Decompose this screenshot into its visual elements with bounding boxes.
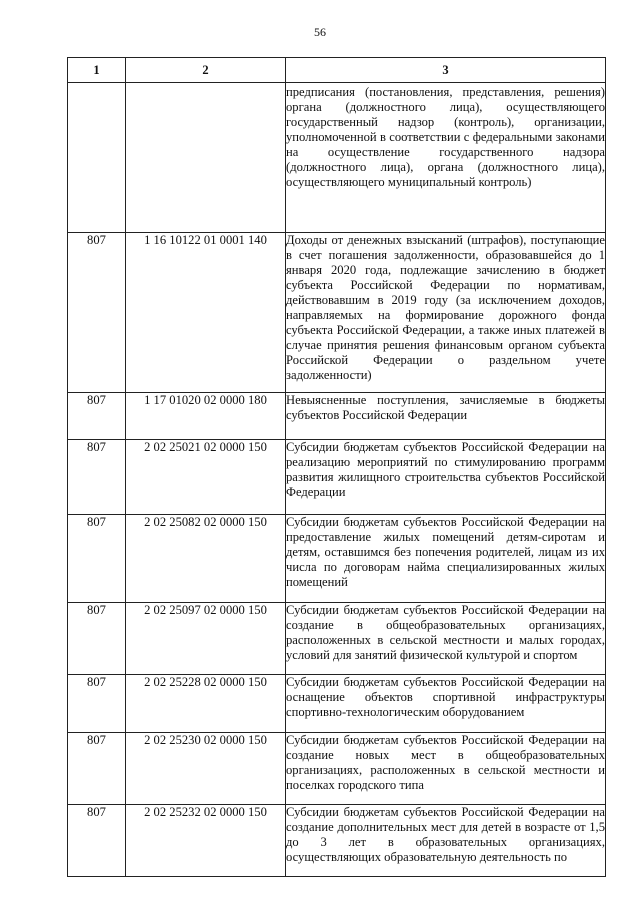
admin-code-cell: 807 xyxy=(68,515,126,603)
column-header-description: 3 xyxy=(286,58,606,83)
budget-code-cell: 2 02 25230 02 0000 150 xyxy=(126,733,286,805)
table-row xyxy=(68,393,606,440)
budget-code-cell: 2 02 25021 02 0000 150 xyxy=(126,440,286,515)
description-cell: Доходы от денежных взысканий (штрафов), поступающие в счет погашения задолженности, образовавшейся до 1 января 2020 года, подлежащие зачислению в бюджет субъекта Российской Федерации по нормативам, действовавшим в 2019 году (за исключением доходов, направляемых на формирование дорожного фонда субъекта Российской Федерации, а также иных платежей в случае принятия решения финансовым органом субъекта Российской Федерации о раздельном учете задолженности) xyxy=(286,233,606,393)
admin-code-cell: 807 xyxy=(68,603,126,675)
budget-code-cell: 1 17 01020 02 0000 180 xyxy=(126,393,286,440)
admin-code-cell: 807 xyxy=(68,393,126,440)
table-row xyxy=(68,675,606,733)
table-row xyxy=(68,233,606,393)
description-cell: Субсидии бюджетам субъектов Российской Федерации на оснащение объектов спортивной инфраструктуры спортивно-технологическим оборудованием xyxy=(286,675,606,733)
description-cell: Невыясненные поступления, зачисляемые в бюджеты субъектов Российской Федерации xyxy=(286,393,606,440)
admin-code-cell: 807 xyxy=(68,733,126,805)
budget-code-cell: 2 02 25082 02 0000 150 xyxy=(126,515,286,603)
page-number: 56 xyxy=(314,25,326,39)
table-row xyxy=(68,805,606,877)
budget-code-cell xyxy=(126,83,286,233)
admin-code-cell: 807 xyxy=(68,675,126,733)
admin-code-cell: 807 xyxy=(68,440,126,515)
column-header-code: 2 xyxy=(126,58,286,83)
admin-code-cell xyxy=(68,83,126,233)
description-cell: Субсидии бюджетам субъектов Российской Федерации на создание дополнительных мест для детей в возрасте от 1,5 до 3 лет в образовательных организациях, осуществляющих образовательную деятельность по xyxy=(286,805,606,877)
description-cell: Субсидии бюджетам субъектов Российской Федерации на предоставление жилых помещений детям-сиротам и детям, оставшимся без попечения родителей, лицам из их числа по договорам найма специализированных жилых помещений xyxy=(286,515,606,603)
budget-code-cell: 2 02 25228 02 0000 150 xyxy=(126,675,286,733)
budget-code-cell: 1 16 10122 01 0001 140 xyxy=(126,233,286,393)
table-row xyxy=(68,733,606,805)
table-row xyxy=(68,603,606,675)
description-cell: Субсидии бюджетам субъектов Российской Федерации на создание в общеобразовательных организациях, расположенных в сельской местности и малых городах, условий для занятий физической культурой и спортом xyxy=(286,603,606,675)
column-header-admin: 1 xyxy=(68,58,126,83)
admin-code-cell: 807 xyxy=(68,233,126,393)
table-row xyxy=(68,83,606,233)
budget-code-cell: 2 02 25097 02 0000 150 xyxy=(126,603,286,675)
description-cell: Субсидии бюджетам субъектов Российской Федерации на реализацию мероприятий по стимулированию программ развития жилищного строительства субъектов Российской Федерации xyxy=(286,440,606,515)
description-cell: Субсидии бюджетам субъектов Российской Федерации на создание новых мест в общеобразовательных организациях, расположенных в сельской местности и поселках городского типа xyxy=(286,733,606,805)
admin-code-cell: 807 xyxy=(68,805,126,877)
budget-classification-table xyxy=(67,57,606,877)
description-cell: предписания (постановления, представления, решения) органа (должностного лица), осуществляющего государственный надзор (контроль), организации, уполномоченной в соответствии с федеральными законами на осуществление государственного надзора (должностного лица), органа (должностного лица), осуществляющего муниципальный контроль) xyxy=(286,83,606,233)
table-row xyxy=(68,515,606,603)
budget-code-cell: 2 02 25232 02 0000 150 xyxy=(126,805,286,877)
table-row xyxy=(68,440,606,515)
table-header-row xyxy=(68,58,606,83)
